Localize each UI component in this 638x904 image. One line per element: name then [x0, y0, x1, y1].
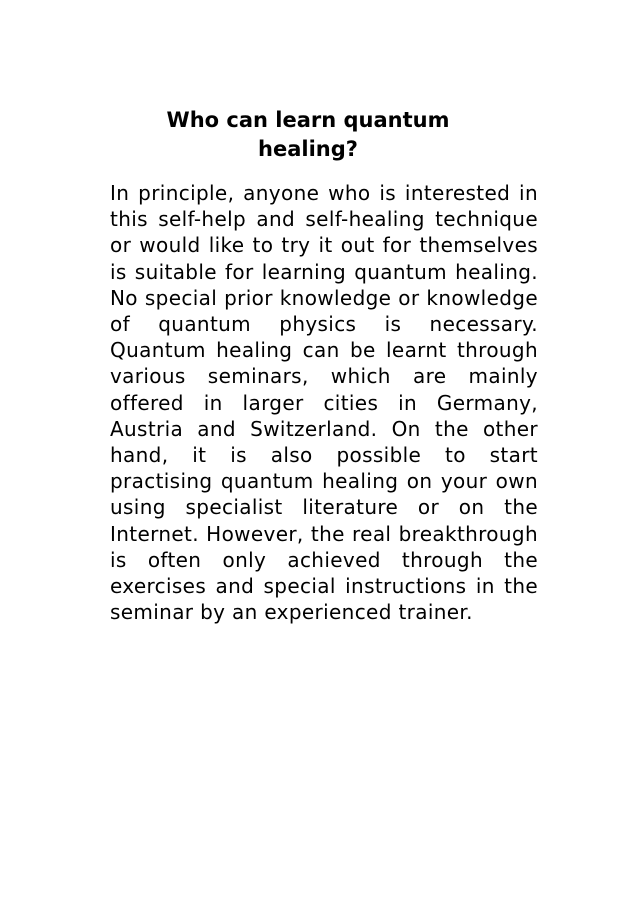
body-paragraph: In principle, anyone who is interested in this self-help and self-healing technique or would like to try it out for themselves is suitable for learning quantum healing. No special prior knowledge or knowledge of quantum physics is necessary. Quantum healing can be learnt through various seminars, which are mainly offered in larger cities in Germany, Austria and Switzerland. On the other hand, it is also possible to start practising quantum healing on your own using specialist literature or on the Internet. However, the real breakthrough is often only achieved through the exercises and special instructions in the seminar by an experienced trainer.: [110, 181, 538, 625]
page-title-line-1: Who can learn quantum: [166, 108, 450, 132]
page-title: [150, 106, 466, 164]
page-title-line-2: healing?: [258, 137, 358, 161]
